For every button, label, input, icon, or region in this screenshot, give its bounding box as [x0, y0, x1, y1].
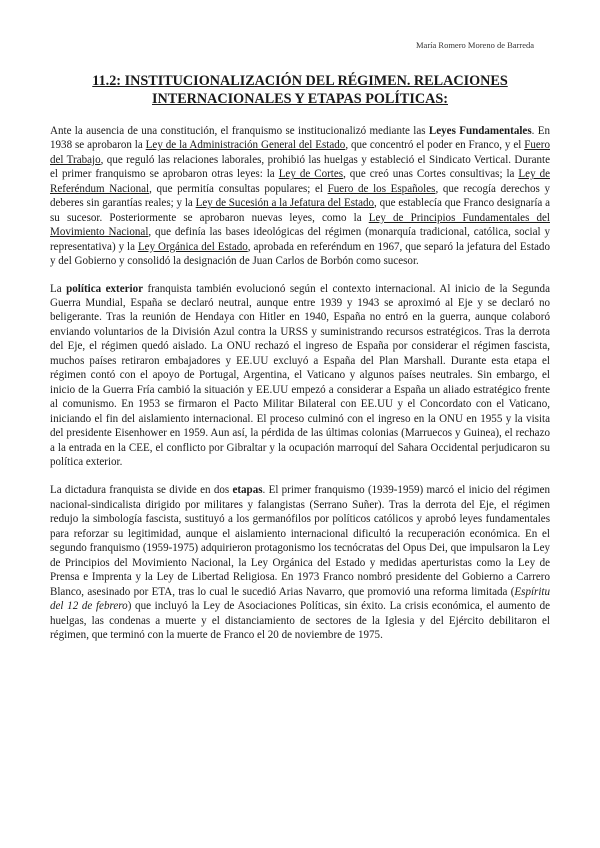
underlined-law: Fuero del Trabajo: [50, 139, 550, 166]
underlined-law: Ley Orgánica del Estado: [137, 240, 248, 253]
text: , que recogía derechos y deberes sin garantías reales; y la: [50, 182, 551, 210]
bold-term: política exterior: [66, 282, 144, 295]
text: La: [50, 282, 67, 295]
text: Ante la ausencia de una constitución, el franquismo se institucionalizó mediante las: [50, 125, 429, 137]
text: , que reguló las relaciones laborales, prohibió las huelgas y estableció el Sindicato Vertical. Durante el primer franquismo se aprobaron otras leyes: la: [50, 153, 550, 181]
underlined-law: Ley de Sucesión a la Jefatura del Estado: [195, 197, 375, 210]
text: ) que incluyó la Ley de Asociaciones Políticas, sin éxito. La crisis económica, el aumento de huelgas, las condenas a muerte y el distanciamiento de sectores de la Iglesia y del Ejército debilitaron el régimen, que terminó con la muerte de Franco el 20 de noviembre de 1975.: [50, 600, 550, 641]
page-title: [50, 72, 550, 108]
text: , que concentró el poder en Franco, y el: [345, 139, 525, 152]
text: franquista también evolucionó según el contexto internacional. Al inicio de la Segunda Guerra Mundial, España se declaró neutral, aunque entre 1939 y 1943 se aproximó al Eje y se declaró no beligerante. Tras la reunión de Hendaya con Hitler en 1940, España no entró en la guerra, aunque colaboró enviando voluntarios de la División Azul contra la URSS y suministrando recursos estratégicos. Tras la derrota del Eje, el régimen quedó aislado. La ONU rechazó el ingreso de España por considerar el régimen fascista, muchos países retiraron embajadores y EE.UU excluyó a España del Plan Marshall. Durante esta etapa el régimen contó con el apoyo de Portugal, Argentina, el Vaticano y algunos países neutrales. Sin embargo, el inicio de la Guerra Fría cambió la situación y EE.UU empezó a considerar a España un aliado estratégico frente al comunismo. En 1953 se firmaron el Pacto Militar Bilateral con EE.UU y el Concordato con el Vaticano, iniciando el fin del aislamiento internacional. El proceso culminó con el ingreso en la ONU en 1955 y la visita del presidente Eisenhower en 1959. Aun así, la pérdida de las últimas colonias (Marruecos y Guinea), el rechazo a la entrada en la CEE, el conflicto por Gibraltar y la ocupación marroquí del Sahara Occidental perjudicaron su política exterior.: [50, 282, 550, 468]
paragraph-politica-exterior: [50, 282, 550, 470]
document-body: [50, 124, 550, 656]
title-line-1: 11.2: INSTITUCIONALIZACIÓN DEL RÉGIMEN. RELACIONES: [92, 73, 508, 89]
text: La dictadura franquista se divide en dos: [50, 484, 233, 497]
bold-term: Leyes Fundamentales: [428, 125, 532, 137]
paragraph-etapas: [50, 483, 550, 642]
underlined-law: Ley de Principios Fundamentales del Movimiento Nacional: [50, 211, 550, 239]
italic-term: Espíritu del 12 de febrero: [50, 585, 550, 613]
paragraph-institucionalizacion: [50, 124, 550, 269]
title-line-2: INTERNACIONALES Y ETAPAS POLÍTICAS:: [151, 91, 449, 107]
text: , aprobada en referéndum en 1967, que separó la jefatura del Estado y del Gobierno y consolidó la designación de Juan Carlos de Borbón como sucesor.: [50, 240, 550, 268]
text: , que definía las bases ideológicas del régimen (monarquía tradicional, católica, social y representativa) y la: [50, 226, 550, 253]
underlined-law: Fuero de los Españoles: [327, 182, 436, 195]
text: , que establecía que Franco designaría a su sucesor. Posteriormente se aprobaron nuevas leyes, como la: [50, 197, 550, 224]
text: . En 1938 se aprobaron la: [50, 125, 550, 152]
author-header: María Romero Moreno de Barreda: [415, 40, 534, 50]
text: , que creó unas Cortes consultivas; la: [343, 168, 519, 181]
underlined-law: Ley de Cortes: [278, 168, 344, 181]
bold-term: etapas: [232, 484, 263, 497]
text: , que permitía consultas populares; el: [149, 182, 328, 195]
text: . El primer franquismo (1939-1959) marcó el inicio del régimen nacional-sindicalista dirigido por militares y falangistas (Serrano Suñer). Tras la derrota del Eje, el régimen redujo la simbología fascista, sustituyó a los germanófilos por políticos católicos y aprobó leyes fundamentales para reforzar su legitimidad, aunque el aislamiento internacional dificultó la recuperación económica. En el segundo franquismo (1959-1975) adquirieron protagonismo los tecnócratas del Opus Dei, que impulsaron la Ley de Principios del Movimiento Nacional, la Ley Orgánica del Estado y medidas aperturistas como la Ley de Prensa e Imprenta y la Ley de Libertad Religiosa. En 1973 Franco nombró presidente del Gobierno a Carrero Blanco, asesinado por ETA, tras lo cual le sucedió Arias Navarro, que promovió una reforma limitada (: [50, 484, 551, 598]
underlined-law: Ley de la Administración General del Estado: [145, 139, 346, 152]
underlined-law: Ley de Referéndum Nacional: [50, 168, 550, 195]
